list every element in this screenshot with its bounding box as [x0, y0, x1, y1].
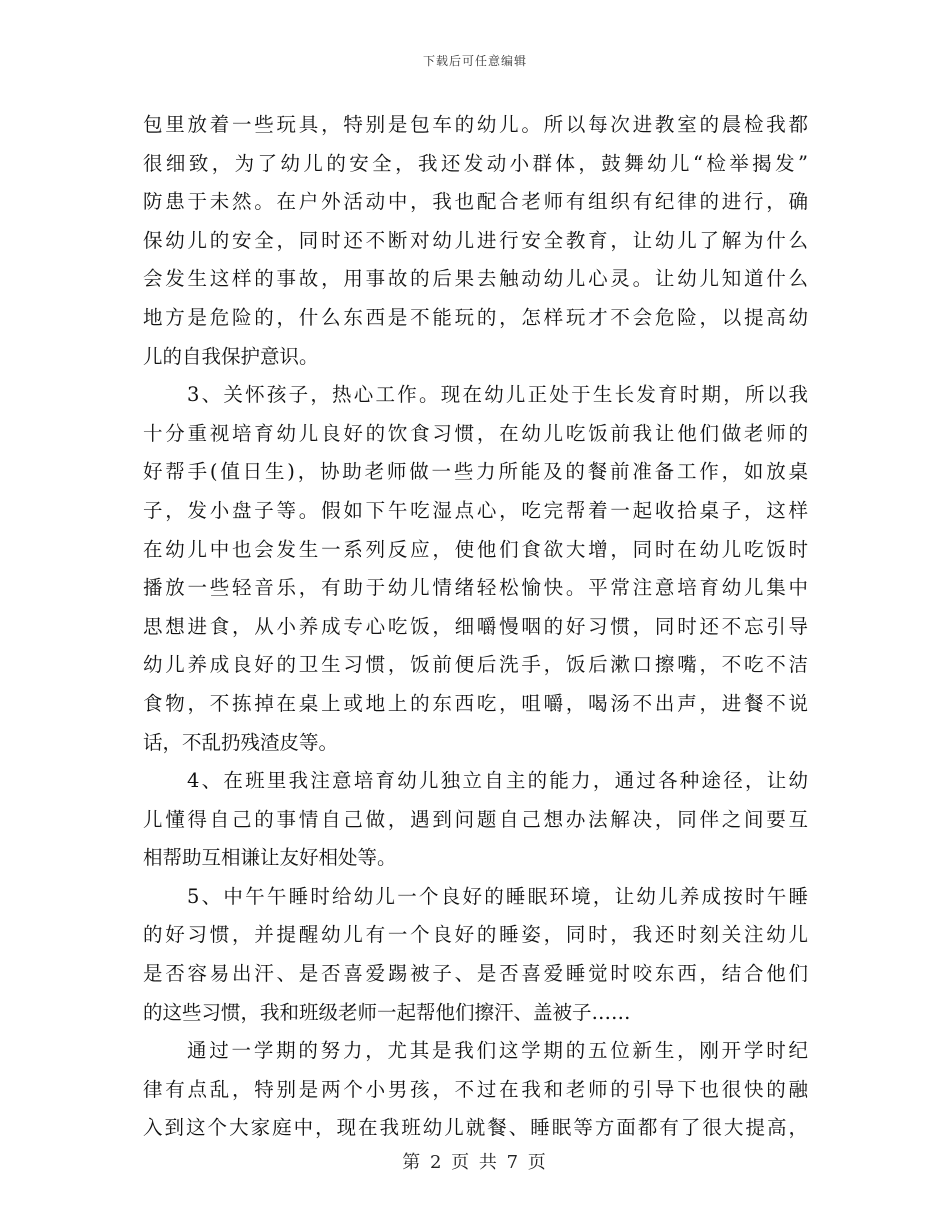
text-line: 防患于未然。在户外活动中，我也配合老师有组织有纪律的进行，确: [143, 190, 808, 214]
text-line: 地方是危险的，什么东西是不能玩的，怎样玩才不会危险，以提高幼: [143, 305, 808, 329]
text-line: 会发生这样的事故，用事故的后果去触动幼儿心灵。让幼儿知道什么: [143, 267, 808, 291]
text-line: 包里放着一些玩具，特别是包车的幼儿。所以每次进教室的晨检我都: [143, 113, 808, 136]
paragraph-start-line: 4、在班里我注意培育幼儿独立自主的能力，通过各种途径，让幼: [187, 769, 808, 793]
text-line: 食物，不拣掉在桌上或地上的东西吃，咀嚼，喝汤不出声，进餐不说: [143, 691, 808, 715]
text-line: 入到这个大家庭中，现在我班幼儿就餐、睡眠等方面都有了很大提高，: [143, 1116, 808, 1140]
text-line: 幼儿养成良好的卫生习惯，饭前便后洗手，饭后漱口擦嘴，不吃不洁: [143, 653, 808, 677]
text-line: 儿的自我保护意识。: [143, 344, 319, 368]
text-line: 播放一些轻音乐，有助于幼儿情绪轻松愉快。平常注意培育幼儿集中: [143, 576, 808, 600]
text-line: 的这些习惯，我和班级老师一起帮他们擦汗、盖被子……: [143, 1000, 631, 1024]
text-line: 相帮助互相谦让友好相处等。: [143, 846, 397, 870]
page-number-footer: 第 2 页 共 7 页: [402, 1152, 548, 1173]
body-text: [143, 106, 808, 1148]
text-line: 子，发小盘子等。假如下午吃湿点心，吃完帮着一起收拾桌子，这样: [143, 498, 808, 522]
page-header: 下载后可任意编辑: [422, 54, 527, 68]
text-line: 保幼儿的安全，同时还不断对幼儿进行安全教育，让幼儿了解为什么: [143, 228, 808, 252]
text-line: 很细致，为了幼儿的安全，我还发动小群体，鼓舞幼儿“检举揭发”: [143, 151, 808, 175]
text-line: 是否容易出汗、是否喜爱踢被子、是否喜爱睡觉时咬东西，结合他们: [143, 962, 808, 986]
paragraph-start-line: 3、关怀孩子，热心工作。现在幼儿正处于生长发育时期，所以我: [187, 383, 808, 407]
paragraph-start-line: 5、中午午睡时给幼儿一个良好的睡眠环境，让幼儿养成按时午睡: [187, 884, 808, 908]
text-line: 的好习惯，并提醒幼儿有一个良好的睡姿，同时，我还时刻关注幼儿: [143, 923, 808, 947]
paragraph-start-line: 通过一学期的努力，尤其是我们这学期的五位新生，刚开学时纪: [187, 1039, 808, 1063]
text-line: 十分重视培育幼儿良好的饮食习惯，在幼儿吃饭前我让他们做老师的: [143, 421, 808, 445]
text-line: 在幼儿中也会发生一系列反应，使他们食欲大增，同时在幼儿吃饭时: [143, 537, 808, 561]
text-line: 好帮手(值日生)，协助老师做一些力所能及的餐前准备工作，如放桌: [143, 460, 808, 484]
text-line: 律有点乱，特别是两个小男孩，不过在我和老师的引导下也很快的融: [143, 1077, 808, 1101]
text-line: 思想进食，从小养成专心吃饭，细嚼慢咽的好习惯，同时还不忘引导: [143, 614, 808, 638]
text-line: 儿懂得自己的事情自己做，遇到问题自己想办法解决，同伴之间要互: [143, 807, 808, 831]
text-line: 话，不乱扔残渣皮等。: [143, 730, 339, 754]
